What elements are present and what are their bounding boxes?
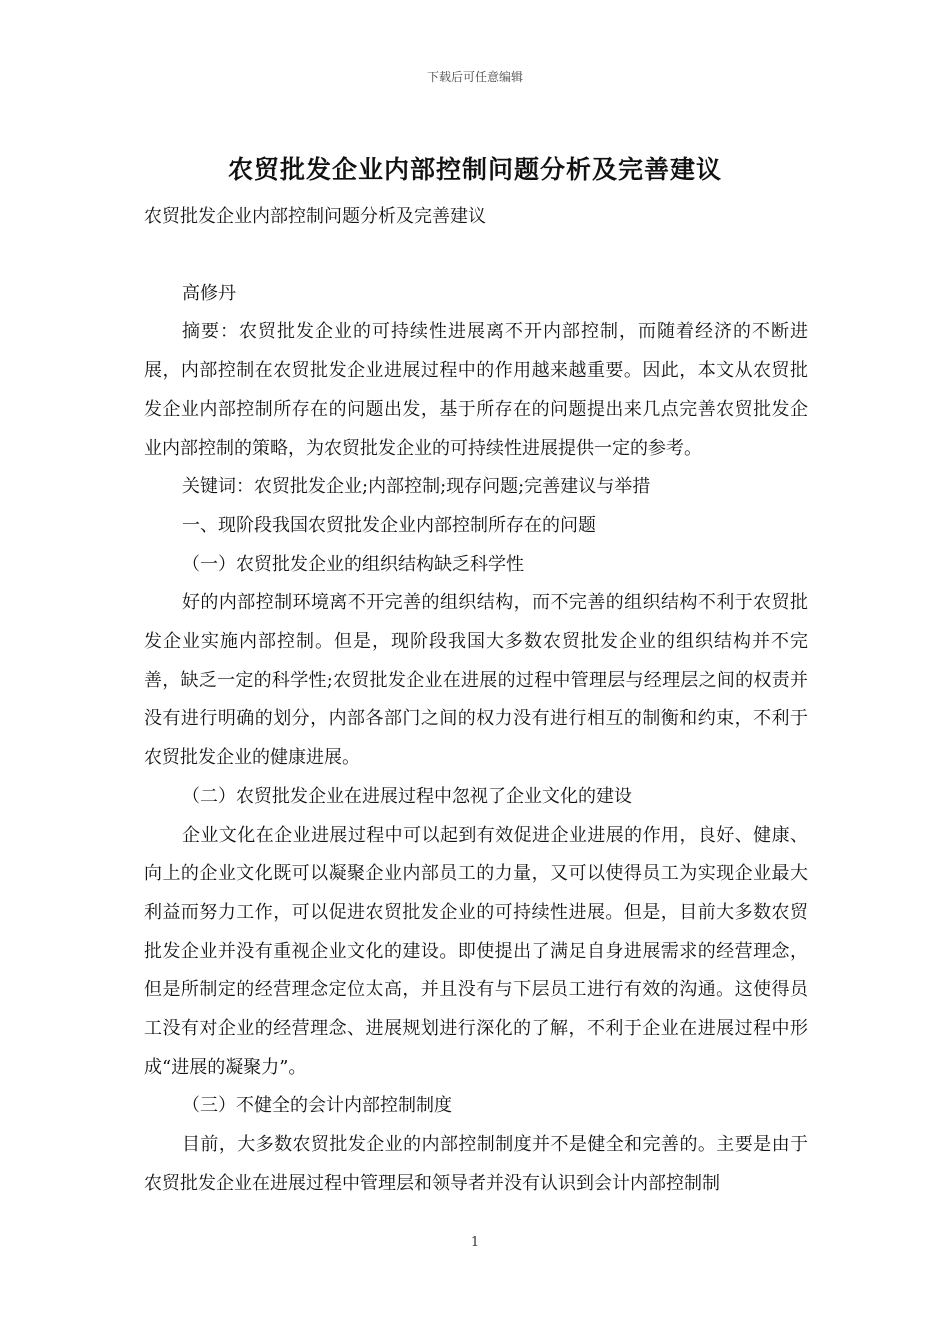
document-body — [144, 198, 808, 1204]
document-title: 农贸批发企业内部控制问题分析及完善建议 — [227, 155, 722, 184]
abstract-paragraph: 摘要：农贸批发企业的可持续性进展离不开内部控制，而随着经济的不断进展，内部控制在农贸批发企业进展过程中的作用越来越重要。因此，本文从农贸批发企业内部控制所存在的问题出发，基于所存在的问题提出来几点完善农贸批发企业内部控制的策略，为农贸批发企业的可持续性进展提供一定的参考。 — [144, 321, 808, 459]
keywords-paragraph: 关键词：农贸批发企业;内部控制;现存问题;完善建议与举措 — [182, 476, 651, 498]
header-note: 下载后可任意编辑 — [426, 70, 523, 84]
subsection-heading-3: （三）不健全的会计内部控制制度 — [182, 1095, 452, 1117]
section-heading-1: 一、现阶段我国农贸批发企业内部控制所存在的问题 — [182, 514, 596, 536]
page-number: 1 — [470, 1235, 480, 1250]
body-paragraph-3: 目前，大多数农贸批发企业的内部控制制度并不是健全和完善的。主要是由于农贸批发企业在进展过程中管理层和领导者并没有认识到会计内部控制制 — [144, 1134, 808, 1194]
subsection-heading-2: （二）农贸批发企业在进展过程中忽视了企业文化的建设 — [182, 785, 632, 807]
body-paragraph-1: 好的内部控制环境离不开完善的组织结构，而不完善的组织结构不利于农贸批发企业实施内部控制。但是，现阶段我国大多数农贸批发企业的组织结构并不完善，缺乏一定的科学性;农贸批发企业在进展的过程中管理层与经理层之间的权责并没有进行明确的划分，内部各部门之间的权力没有进行相互的制衡和约束，不利于农贸批发企业的健康进展。 — [144, 592, 808, 769]
subsection-heading-1: （一）农贸批发企业的组织结构缺乏科学性 — [182, 553, 524, 575]
author-name: 高修丹 — [182, 282, 236, 304]
document-subtitle: 农贸批发企业内部控制问题分析及完善建议 — [144, 206, 486, 227]
body-paragraph-2: 企业文化在企业进展过程中可以起到有效促进企业进展的作用，良好、健康、向上的企业文化既可以凝聚企业内部员工的力量，又可以使得员工为实现企业最大利益而努力工作，可以促进农贸批发企业的可持续性进展。但是，目前大多数农贸批发企业并没有重视企业文化的建设。即使提出了满足自身进展需求的经营理念，但是所制定的经营理念定位太高，并且没有与下层员工进行有效的沟通。这使得员工没有对企业的经营理念、进展规划进行深化的了解，不利于企业在进展过程中形成“进展的凝聚力”。 — [144, 824, 808, 1078]
